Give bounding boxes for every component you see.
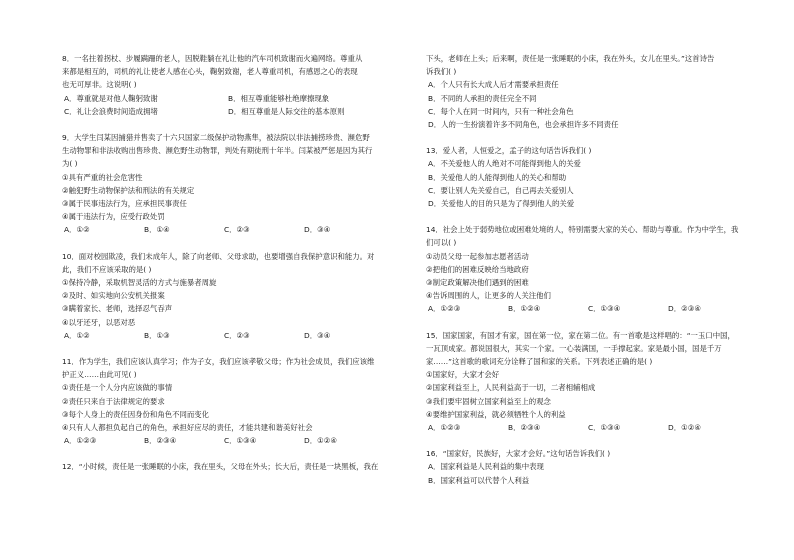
q10-item-1: ①保持冷静，采取机智灵活的方式与施暴者周旋 [62, 278, 217, 288]
q15-option-c[interactable]: C．①③④ [588, 423, 621, 433]
q15-item-4: ④要维护国家利益，就必须牺牲个人的利益 [426, 409, 566, 419]
q8-stem-3: 也无可厚非。这说明( ) [62, 80, 137, 90]
q11-stem-1: 11．作为学生，我们应该认真学习；作为子女，我们应该孝敬父母；作为社会成员，我们应该维 [62, 357, 375, 367]
question-16 [426, 447, 756, 487]
q8-option-c[interactable]: C．礼让会浪费时间造成拥堵 [64, 106, 158, 116]
q12-stem-1: 12．“小时候，责任是一张睡眠的小床，我在里头，父母在外头；长大后，责任是一块黑板，我在 [62, 462, 379, 472]
q15-option-a[interactable]: A．①②③ [428, 423, 461, 433]
q14-item-4: ④告诉周围的人，让更多的人关注他们 [426, 291, 551, 301]
q9-option-b[interactable]: B．①④ [144, 225, 170, 235]
q15-stem-1: 15．国家国家，有国才有家，国在第一位，家在第二位。有一首歌是这样唱的：“一玉口中国， [426, 330, 735, 340]
q8-options-row-2 [62, 105, 392, 118]
q15-option-d[interactable]: D．①②④ [668, 423, 701, 433]
q13-stem-1: 13．爱人者，人恒爱之，孟子的这句话告诉我们( ) [426, 146, 592, 156]
question-10 [62, 250, 392, 342]
question-15 [426, 329, 756, 435]
q13-option-b[interactable]: B．关爱他人的人能得到他人的关心和帮助 [428, 172, 567, 182]
q11-item-4: ④只有人人都担负起自己的角色，承担好应尽的责任，才能共建和谐美好社会 [62, 423, 313, 433]
q10-stem-2: 此，我们不应该采取的是( ) [62, 264, 152, 274]
q12-option-c[interactable]: C．每个人在同一时间内，只有一种社会角色 [428, 106, 574, 116]
q12-option-b[interactable]: B．不同的人承担的责任完全不同 [428, 93, 537, 103]
q10-item-4: ④以牙还牙，以恶对恶 [62, 317, 136, 327]
question-11 [62, 355, 392, 447]
q13-option-a[interactable]: A．不关爱他人的人绝对不可能得到他人的关爱 [428, 159, 581, 169]
question-14 [426, 223, 756, 315]
left-column [62, 52, 392, 474]
q9-stem-3: 为( ) [62, 159, 78, 169]
q15-item-1: ①国家好，大家才会好 [426, 370, 500, 380]
q9-item-4: ④属于违法行为，应受行政处罚 [62, 212, 165, 222]
q10-option-d[interactable]: D．③④ [304, 330, 331, 340]
q15-option-b[interactable]: B．②③④ [508, 423, 541, 433]
q14-option-a[interactable]: A．①②③ [428, 304, 461, 314]
q10-item-3: ③瞒着家长、老师，选择忍气吞声 [62, 304, 173, 314]
q8-option-b[interactable]: B．相互尊重能够杜绝摩擦现象 [228, 93, 330, 103]
q14-item-1: ①动员父母一起参加志愿者活动 [426, 251, 529, 261]
q8-stem-2: 来都是相互的，司机的礼让使老人感在心头，鞠躬致谢，老人尊重司机，有感恩之心的表现 [62, 67, 358, 77]
q10-option-c[interactable]: C．②③ [224, 330, 250, 340]
q11-options [62, 434, 392, 447]
q14-option-c[interactable]: C．①③④ [588, 304, 621, 314]
q10-item-2: ②及时、如实地向公安机关报案 [62, 291, 165, 301]
q9-option-d[interactable]: D．③④ [304, 225, 331, 235]
q11-item-1: ①责任是一个人分内应该做的事情 [62, 383, 173, 393]
q11-stem-2: 护正义……由此可见( ) [62, 370, 137, 380]
q9-option-a[interactable]: A．①② [64, 225, 90, 235]
question-12-continued [426, 52, 756, 131]
q10-options [62, 329, 392, 342]
q14-stem-2: 们可以( ) [426, 238, 457, 248]
q9-options [62, 223, 392, 236]
q9-stem-2: 生动物罪和非法收购出售珍贵、濒危野生动物罪，判处有期徒刑十年半。闫某被严惩是因为其行 [62, 146, 373, 156]
q15-stem-2: 一瓦顶成家。都说国很大，其实一个家。一心装满国，一手撑起家。家是最小国，国是千万 [426, 343, 722, 353]
q12-option-d[interactable]: D．人的一生扮演着许多不同角色，也会承担许多不同责任 [428, 120, 619, 130]
q15-item-2: ②国家利益至上，人民利益高于一切，二者相辅相成 [426, 383, 596, 393]
q12-stem-2: 下头，老师在上头；后来啊，责任是一张睡眠的小床，我在外头，女儿在里头。”这首诗告 [426, 54, 715, 63]
q14-item-2: ②把他们的困难反映给当地政府 [426, 264, 529, 274]
q9-item-3: ③属于民事违法行为，应承担民事责任 [62, 199, 187, 209]
q14-item-3: ③制定政策解决他们遇到的困难 [426, 278, 529, 288]
q15-item-3: ③我们要牢固树立国家利益至上的观念 [426, 396, 551, 406]
q12-stem-3: 诉我们( ) [426, 67, 457, 77]
q14-stem-1: 14．社会上处于弱势地位或困难处境的人，特别需要大家的关心、帮助与尊重。作为中学生，我 [426, 225, 739, 235]
question-13 [426, 144, 756, 210]
q8-stem-1: 8．一名拄着拐杖、步履蹒跚的老人，因脱鞋躺在礼让他的汽车司机致谢而火遍网络。尊重从 [62, 54, 363, 63]
question-12 [62, 460, 392, 473]
q10-option-a[interactable]: A．①② [64, 330, 90, 340]
q9-option-c[interactable]: C．②③ [224, 225, 250, 235]
q16-option-a[interactable]: A．国家利益是人民利益的集中表现 [428, 462, 544, 472]
q13-option-c[interactable]: C．要让别人先关爱自己，自己再去关爱别人 [428, 185, 574, 195]
q9-stem-1: 9．大学生闫某因捕猎并售卖了十六只国家二级保护动物燕隼，被法院以非法捕捞珍贵、濒危野 [62, 133, 370, 143]
right-column [426, 52, 756, 487]
q8-option-a[interactable]: A．尊重就是对他人鞠躬致谢 [64, 93, 158, 103]
q11-item-3: ③每个人身上的责任因身份和角色不同而变化 [62, 409, 210, 419]
question-8 [62, 52, 392, 118]
q14-option-b[interactable]: B．①②④ [508, 304, 541, 314]
q15-options [426, 421, 756, 434]
q8-options-row-1 [62, 92, 392, 105]
q9-item-1: ①具有严重的社会危害性 [62, 172, 143, 182]
q16-stem-1: 16．“国家好，民族好，大家才会好。”这句话告诉我们( ) [426, 449, 611, 459]
q10-stem-1: 10．面对校园欺凌，我们未成年人，除了向老师、父母求助，也要增强自我保护意识和能力。对 [62, 251, 375, 261]
q11-option-a[interactable]: A．①②③ [64, 436, 97, 446]
q10-option-b[interactable]: B．①③ [144, 330, 170, 340]
q9-item-2: ②触犯野生动物保护法和刑法的有关规定 [62, 185, 195, 195]
q11-item-2: ②责任只来自于法律规定的要求 [62, 396, 165, 406]
q13-option-d[interactable]: D．关爱他人的目的只是为了得到他人的关爱 [428, 199, 575, 209]
q16-option-b[interactable]: B．国家利益可以代替个人利益 [428, 475, 530, 485]
q11-option-c[interactable]: C．①③④ [224, 436, 257, 446]
question-9 [62, 131, 392, 237]
q11-option-b[interactable]: B．②③④ [144, 436, 177, 446]
q8-option-d[interactable]: D．相互尊重是人际交往的基本原则 [228, 106, 345, 116]
q14-options [426, 302, 756, 315]
q14-option-d[interactable]: D．②③④ [668, 304, 701, 314]
q15-stem-3: 家……”这首歌的歌词充分诠释了国和家的关系。下列表述正确的是( ) [426, 357, 653, 367]
q12-option-a[interactable]: A．个人只有长大成人后才需要承担责任 [428, 80, 559, 90]
q11-option-d[interactable]: D．①②④ [304, 436, 337, 446]
